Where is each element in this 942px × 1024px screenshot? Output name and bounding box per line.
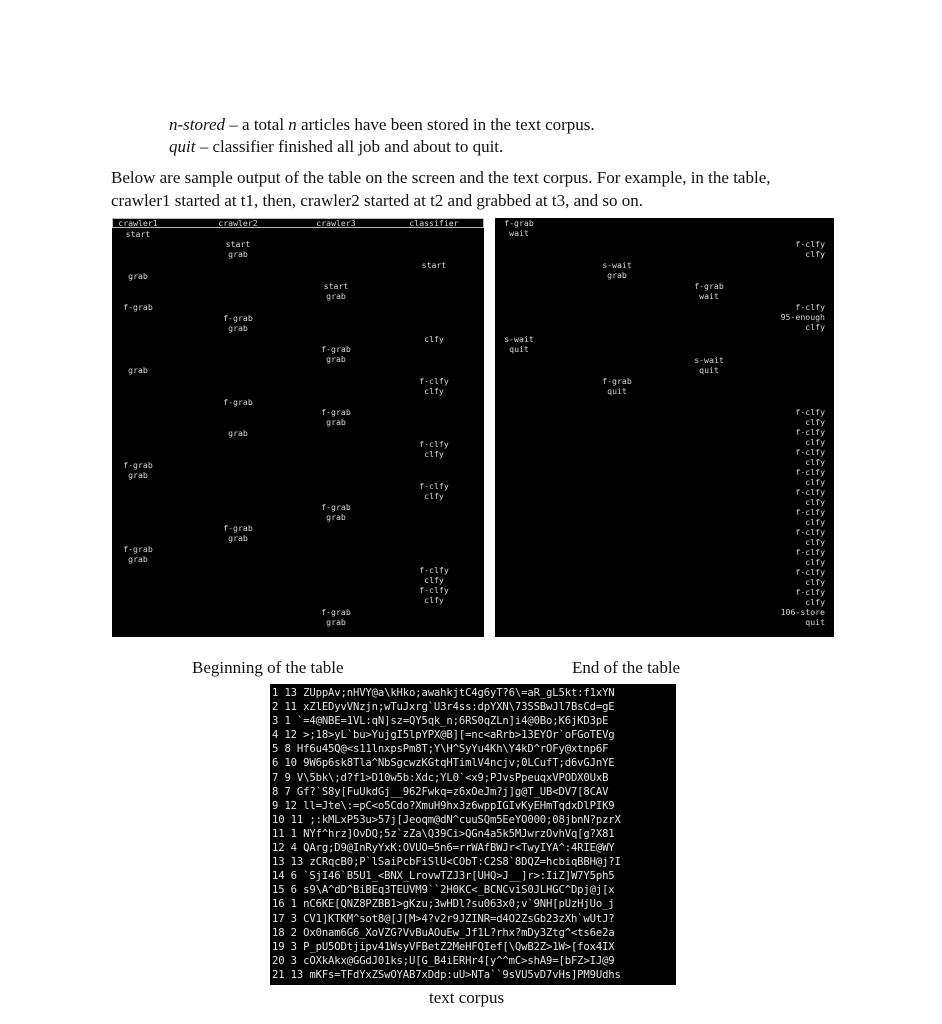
table-entry-line: f-clfy xyxy=(795,587,825,597)
table-entry-line: clfy xyxy=(805,417,825,427)
table-entry-line: quit xyxy=(509,343,529,354)
table-entry-line: grab xyxy=(228,428,248,438)
table-entry-line: wait xyxy=(699,291,719,301)
corpus-line: 10 11 ;:kMLxP53u>57j[Jeoqm@dN^cuuSQm5EeYO000;08jbnN?pzrX xyxy=(272,813,621,826)
definition-term: n-stored xyxy=(169,115,226,134)
table-entry-line: grab xyxy=(326,417,346,427)
table-header-classifier: classifier xyxy=(409,218,459,228)
table-entry-line: f-grab xyxy=(123,302,153,312)
table-entry-line: grab xyxy=(326,354,346,364)
table-entry-line: f-clfy xyxy=(795,487,825,497)
definition-term: quit xyxy=(169,137,196,156)
corpus-line: 8 7 Gf?`S8y[FuUkdGj__962Fwkq=z6xOeJm?j]g@T_UB<DV7[8CAV xyxy=(272,785,609,798)
table-entry-line: start xyxy=(125,228,151,239)
table-entry-line: f-clfy xyxy=(795,507,825,517)
table-entry-line: f-grab xyxy=(602,375,632,386)
table-entry-line: grab xyxy=(128,365,148,375)
table-entry-line: quit xyxy=(699,364,719,375)
table-entry-line: f-grab xyxy=(321,344,351,354)
corpus-line: 16 1 nC6KE[QNZ8PZBB1>gKzu;3wHDl?su063x0;v`9NH[pUzHjUo_j xyxy=(272,898,615,911)
table-entry-line: grab xyxy=(607,270,627,280)
corpus-line: 3 1 `=4@NBE=1VL:qN]sz=QY5qk_n;6RS0qZLn]i4@0Bo;K6jKD3pE xyxy=(272,715,609,728)
corpus-line: 21 13 mKFs=TFdYxZSwOYAB7xDdp:uU>NTa``9sVU5vD7vHs]PM9Udhs xyxy=(272,968,621,981)
table-entry xyxy=(398,334,470,344)
table-entry xyxy=(202,397,274,407)
table-entry-line: clfy xyxy=(424,385,444,396)
table-entry xyxy=(300,607,372,627)
table-entry-line: clfy xyxy=(424,490,444,501)
table-entry xyxy=(112,365,174,375)
table-end-screenshot xyxy=(495,218,834,637)
table-entry-line: f-grab xyxy=(223,522,253,533)
table-header-border xyxy=(112,218,484,228)
table-entry-line: f-grab xyxy=(321,501,351,512)
table-entry-line: wait xyxy=(509,228,529,238)
table-entry-line: f-grab xyxy=(504,218,534,228)
corpus-line: 7 9 V\5bk\;d?f1>D10w5b:Xdc;YL0`<x9;PJvsPpeuqxVPODX0UxB xyxy=(272,771,609,784)
table-entry xyxy=(202,239,274,259)
table-entry xyxy=(300,407,372,427)
table-header-crawler2: crawler2 xyxy=(218,218,258,228)
table-entry-line: f-clfy xyxy=(419,375,449,386)
table-entry xyxy=(495,218,555,238)
table-entry-line: s-wait xyxy=(602,260,632,270)
corpus-line: 13 13 zCRqcB0;P`lSaiPcbFiSlU<CObT:C2S8`8DQZ=hcbiqBBH@j?I xyxy=(272,856,621,869)
table-entry-line: f-clfy xyxy=(795,547,825,557)
table-entry xyxy=(673,281,745,301)
table-entry-line: f-clfy xyxy=(795,447,825,457)
table-entry-line: clfy xyxy=(805,497,825,507)
table-entry xyxy=(112,302,174,312)
corpus-line: 2 11 xZlEDyvVNzjn;wTuJxrg`U3r4ss:dpYXN\73SSBwJl7BsCd=gE xyxy=(272,701,615,714)
table-entry-line: f-grab xyxy=(321,407,351,417)
definition-desc-prefix: – a total xyxy=(225,115,289,134)
table-entry-line: f-clfy xyxy=(795,302,825,312)
table-entry-line: f-grab xyxy=(123,543,153,554)
table-entry xyxy=(581,260,653,280)
table-entry xyxy=(398,376,470,396)
table-entry-line: f-grab xyxy=(123,459,153,470)
corpus-line: 18 2 Ox0nam6G6_XoVZG?VvBuAOuEw_Jf1L?rhx?mDy3Ztg^<ts6e2a xyxy=(272,926,615,939)
table-entry xyxy=(673,355,745,375)
corpus-line: 6 10 9W6p6sk8Tla^NbSgcwzKGtqHTimlV4ncjv;0LCufT;d6vGJnYE xyxy=(272,757,615,770)
table-entry-line: quit xyxy=(805,617,825,627)
corpus-line: 15 6 s9\A^dD^BiBEq3TEUVM9``2H0KC<_BCNCviS0JLHGC^Dpj@j[x xyxy=(272,884,615,897)
table-header-crawler3: crawler3 xyxy=(316,218,356,228)
caption-end: End of the table xyxy=(572,658,681,677)
table-entry-line: start xyxy=(323,281,349,291)
table-entry xyxy=(753,239,825,259)
definition-quit xyxy=(169,136,503,158)
table-entry-line: clfy xyxy=(424,448,444,459)
table-beginning-screenshot xyxy=(112,218,484,637)
table-entry-line: clfy xyxy=(805,597,825,607)
table-entry xyxy=(112,460,174,480)
table-entry xyxy=(753,302,825,332)
table-entry-line: clfy xyxy=(424,594,444,605)
table-entry-line: grab xyxy=(326,291,346,301)
table-entry-line: grab xyxy=(228,249,248,259)
table-entry-line: grab xyxy=(228,532,248,543)
table-entry xyxy=(300,281,372,301)
corpus-line: 9 12 ll=Jte\:=pC<o5Cdo?XmuH9hx3z6wppIGIvKyEHmTqdxDlPIK9 xyxy=(272,799,615,812)
table-entry-line: clfy xyxy=(805,322,825,332)
table-entry-line: grab xyxy=(128,270,148,281)
corpus-line: 14 6 `SjI46`B5U1_<BNX_LrovwTZJ3r[UHQ>J__]r>:IiZ]W7Y5ph5 xyxy=(272,870,615,883)
text-corpus-screenshot xyxy=(270,684,676,985)
table-entry-line: grab xyxy=(228,322,248,333)
table-entry-line: clfy xyxy=(805,517,825,527)
table-entry-line: f-clfy xyxy=(419,438,449,449)
table-entry-line: clfy xyxy=(805,477,825,487)
corpus-line: 4 12 >;18>yL`bu>YujgI5lpYPX@B][=nc<aRrb>13EYOr`oFGoTEVg xyxy=(272,729,615,742)
table-entry-line: f-grab xyxy=(694,281,724,291)
corpus-line: 11 1 NYf^hrz]OvDQ;5z`zZa\Q39Ci>QGn4a5k5MJwrzOvhVq[g?X81 xyxy=(272,827,615,840)
table-entry-line: grab xyxy=(326,511,346,522)
table-entry-line: start xyxy=(421,260,447,270)
table-entry xyxy=(398,260,470,270)
table-entry-line: f-clfy xyxy=(795,467,825,477)
table-entry-line: clfy xyxy=(424,333,444,344)
corpus-line: 1 13 ZUppAv;nHVY@a\kHko;awahkjtC4g6yT?6\=aR_gL5kt:f1xYN xyxy=(272,687,615,699)
table-entry-line: s-wait xyxy=(694,354,724,365)
table-entry-line: grab xyxy=(128,469,148,480)
definition-desc-var: n xyxy=(288,115,297,134)
corpus-line: 5 8 Hf6u45Q@<s11lnxpsPm8T;Y\H^SyYu4Kh\Y4kD^rOFy@xtnp6F xyxy=(272,743,609,756)
table-entry-line: clfy xyxy=(805,557,825,567)
table-entry-line: f-clfy xyxy=(795,427,825,437)
table-entry-line: f-clfy xyxy=(795,527,825,537)
table-entry xyxy=(202,523,274,543)
table-entry-line: clfy xyxy=(805,457,825,467)
table-entry-line: clfy xyxy=(805,249,825,259)
table-entry-line: f-clfy xyxy=(795,239,825,249)
definition-n-stored xyxy=(169,114,595,136)
corpus-line: 12 4 QArg;D9@InRyYxK:OVUO=5n6=rrWAfBWJr<TwyIYA^:4RIE@WY xyxy=(272,842,615,855)
table-entry-line: 95-enough xyxy=(780,312,825,322)
table-entry xyxy=(112,544,174,564)
table-entry-line: clfy xyxy=(805,437,825,447)
table-entry-line: 106-store xyxy=(780,607,825,617)
table-entry-line: clfy xyxy=(805,537,825,547)
table-entry-line: clfy xyxy=(424,574,444,585)
table-entry xyxy=(202,313,274,333)
table-header-crawler1: crawler1 xyxy=(118,218,158,228)
table-entry xyxy=(300,502,372,522)
table-entry-line: s-wait xyxy=(504,333,534,344)
table-entry-line: f-clfy xyxy=(795,567,825,577)
definition-desc-suffix: articles have been stored in the text corpus. xyxy=(296,115,595,134)
table-entry xyxy=(398,439,470,459)
table-entry xyxy=(202,428,274,438)
table-entry-line: f-clfy xyxy=(419,584,449,595)
table-entry xyxy=(398,565,470,605)
table-entry xyxy=(495,334,555,354)
corpus-line: 17 3 CV1]KTKM^sot8@[J[M>4?v2r9JZINR=d4O2ZsGb23zXh`wUtJ? xyxy=(272,912,615,925)
table-entry-line: grab xyxy=(128,553,148,564)
caption-corpus: text corpus xyxy=(429,988,505,1007)
corpus-line: 20 3 cOXkAkx@GGdJ01ks;U[G_B4iERHr4[y^^mC>shA9=[bFZ>IJ@9 xyxy=(272,954,615,967)
table-entry-line: f-clfy xyxy=(419,564,449,575)
table-entry-line: quit xyxy=(607,385,627,396)
caption-beginning: Beginning of the table xyxy=(192,658,344,677)
definition-desc-prefix: – classifier finished all job and about to quit. xyxy=(195,137,504,156)
table-entry xyxy=(112,271,174,281)
table-entry-line: f-clfy xyxy=(419,480,449,491)
table-entry xyxy=(753,407,825,627)
table-entry-line: grab xyxy=(326,616,346,627)
table-entry-line: f-grab xyxy=(321,606,351,617)
corpus-line: 19 3 P_pU5ODtjipv41WsyVFBetZ2MeHFQIef[\QwB2Z>1W>[fox4IX xyxy=(272,940,615,953)
intro-paragraph: Below are sample output of the table on the screen and the text corpus. For example, in the table, crawler1 started at t1, then, crawler2 started at t2 and grabbed at t3, and so on. xyxy=(111,168,771,210)
table-entry xyxy=(398,481,470,501)
table-entry-line: f-clfy xyxy=(795,407,825,417)
table-entry xyxy=(112,229,174,239)
table-entry xyxy=(581,376,653,396)
table-entry-line: start xyxy=(225,239,251,249)
table-entry-line: f-grab xyxy=(223,396,253,407)
table-entry-line: clfy xyxy=(805,577,825,587)
table-entry xyxy=(300,344,372,364)
table-entry-line: f-grab xyxy=(223,312,253,323)
